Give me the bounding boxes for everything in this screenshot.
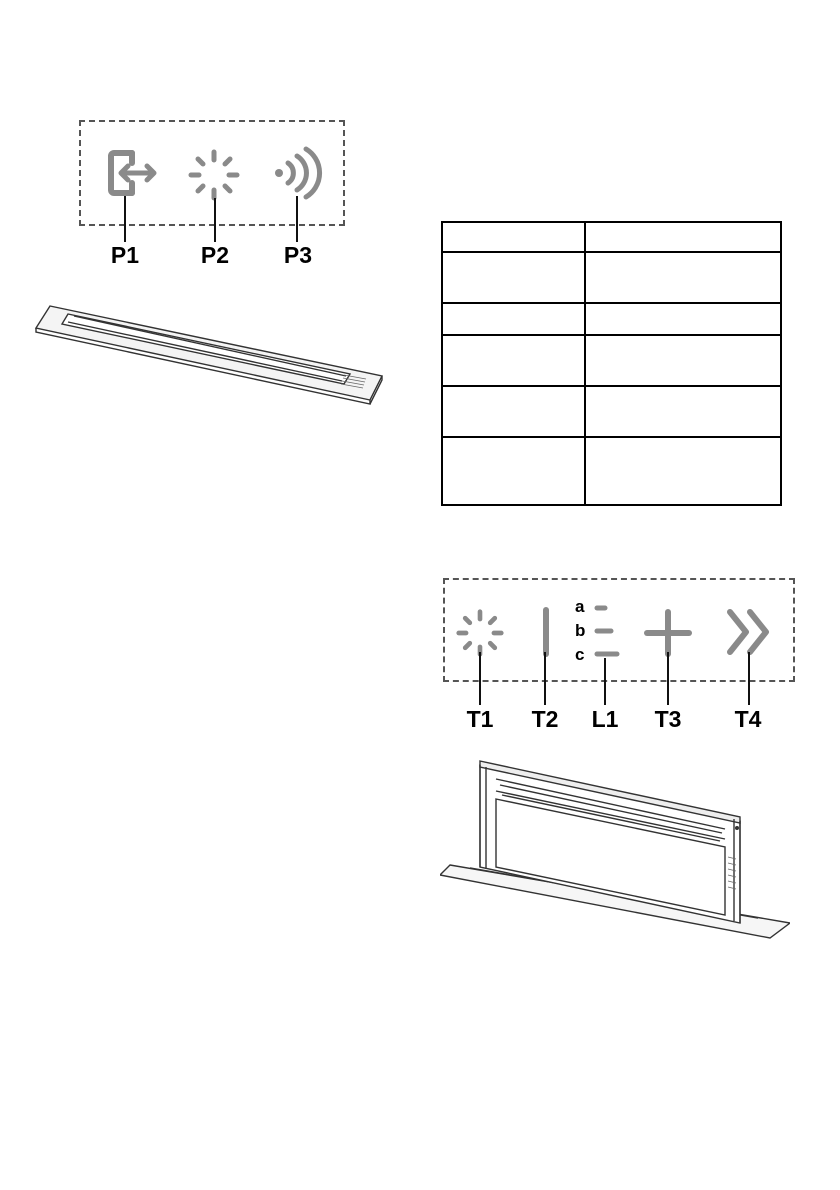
label-p2: P2: [200, 242, 230, 268]
table-cell: [586, 387, 780, 436]
exit-arrow-icon[interactable]: [104, 145, 160, 201]
t2-leader-line: [544, 652, 546, 705]
power-bar-icon[interactable]: [536, 606, 556, 658]
plus-icon[interactable]: [643, 608, 693, 658]
label-t3: T3: [654, 706, 682, 732]
level-b-label: b: [575, 621, 586, 640]
level-c-label: c: [575, 645, 585, 664]
table-cell: [586, 223, 780, 251]
table-cell: [586, 253, 780, 302]
table-row: [443, 253, 780, 304]
light-icon[interactable]: [455, 608, 505, 658]
p3-leader-line: [296, 196, 298, 242]
t3-leader-line: [667, 652, 669, 705]
table-row: [443, 304, 780, 336]
table-cell: [586, 438, 780, 506]
table-row: [443, 223, 780, 253]
light-icon[interactable]: [187, 148, 241, 202]
table-cell: [443, 253, 586, 302]
label-l1: L1: [591, 706, 619, 732]
wireless-signal-icon[interactable]: [270, 145, 326, 201]
label-t1: T1: [466, 706, 494, 732]
table-cell: [443, 438, 586, 506]
level-a-label: a: [575, 597, 585, 616]
t4-leader-line: [748, 652, 750, 705]
level-indicator-icon: [592, 600, 622, 660]
table-cell: [443, 387, 586, 436]
label-p3: P3: [283, 242, 313, 268]
table-cell: [443, 336, 586, 385]
boost-chevron-icon[interactable]: [724, 606, 776, 658]
table-row: [443, 336, 780, 387]
raised-hood-illustration: [440, 755, 790, 940]
table-row: [443, 387, 780, 438]
table-row: [443, 438, 780, 506]
info-table: [441, 221, 782, 506]
p1-leader-line: [124, 196, 126, 242]
l1-leader-line: [604, 658, 606, 705]
label-p1: P1: [110, 242, 140, 268]
table-cell: [586, 304, 780, 334]
t1-leader-line: [479, 652, 481, 705]
table-cell: [586, 336, 780, 385]
label-t2: T2: [531, 706, 559, 732]
table-cell: [443, 304, 586, 334]
retracted-hood-illustration: [30, 298, 395, 408]
p2-leader-line: [214, 198, 216, 242]
label-t4: T4: [734, 706, 762, 732]
table-cell: [443, 223, 586, 251]
